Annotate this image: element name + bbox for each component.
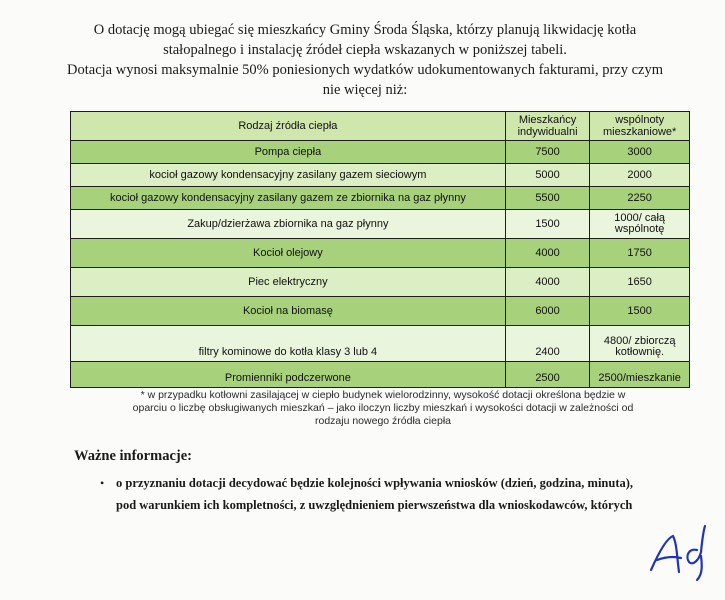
- important-info-heading: Ważne informacje:: [74, 448, 192, 464]
- row-source: kocioł gazowy kondensacyjny zasilany gazem sieciowym: [71, 164, 506, 187]
- row-source: kocioł gazowy kondensacyjny zasilany gazem ze zbiornika na gaz płynny: [71, 187, 506, 210]
- header-individual-line-2: indywidualni: [517, 126, 578, 138]
- row-individual-amount: 6000: [505, 297, 590, 326]
- row-source: Kocioł olejowy: [71, 239, 506, 268]
- header-source: [71, 112, 506, 141]
- row-individual-amount: 7500: [505, 141, 590, 164]
- header-community: [590, 112, 690, 141]
- header-individual-line-1: Mieszkańcy: [518, 114, 577, 126]
- header-individual: [505, 112, 590, 141]
- row-individual-amount: 2400: [505, 326, 590, 362]
- intro-line-3: Dotacja wynosi maksymalnie 50% poniesionych wydatków udokumentowanych fakturami, przy czym: [67, 62, 663, 78]
- table-header-row: [71, 112, 690, 141]
- row-community-amount: 1750: [590, 239, 690, 268]
- row-community-amount: 2250: [590, 187, 690, 210]
- row-community-line-1: 1000/ całą: [614, 212, 666, 224]
- row-source: Piec elektryczny: [71, 268, 506, 297]
- table-row: [71, 210, 690, 239]
- footnote-line-1: * w przypadku kotłowni zasilającej w ciepło budynek wielorodzinny, wysokość dotacji określona będzie w: [140, 389, 626, 401]
- table-footnote: [88, 389, 678, 428]
- handwritten-signature-icon: [647, 522, 717, 584]
- table-row: [71, 141, 690, 164]
- subsidy-table: [70, 111, 690, 388]
- row-individual-amount: 1500: [505, 210, 590, 239]
- footnote-line-3: rodzaju nowego źródła ciepła: [314, 415, 451, 427]
- bullet-line-2: pod warunkiem ich kompletności, z uwzględnieniem pierwszeństwa dla wnioskodawców, których: [116, 498, 633, 512]
- header-source-label: Rodzaj źródła ciepła: [238, 120, 338, 132]
- table-row: [71, 297, 690, 326]
- row-community-amount: 2000: [590, 164, 690, 187]
- row-source: Pompa ciepła: [71, 141, 506, 164]
- table-row: [71, 326, 690, 362]
- table-row: [71, 362, 690, 388]
- table-row: [71, 239, 690, 268]
- row-source: Promienniki podczerwone: [71, 362, 506, 388]
- row-individual-amount: 5000: [505, 164, 590, 187]
- row-individual-amount: 2500: [505, 362, 590, 388]
- bullet-line-1: o przyznaniu dotacji decydować będzie kolejności wpływania wniosków (dzień, godzina, minuta),: [116, 476, 634, 490]
- intro-line-1: O dotację mogą ubiegać się mieszkańcy Gminy Środa Śląska, którzy planują likwidację kotła: [93, 22, 637, 38]
- table-row: [71, 187, 690, 210]
- row-community-line-2: kotłownię.: [615, 346, 665, 358]
- row-community-amount: 2500/mieszkanie: [590, 362, 690, 388]
- bullet-dot-icon: •: [100, 476, 105, 490]
- row-individual-amount: 5500: [505, 187, 590, 210]
- row-individual-amount: 4000: [505, 268, 590, 297]
- row-individual-amount: 4000: [505, 239, 590, 268]
- important-info-bullet: [96, 472, 696, 516]
- row-community-amount: 1650: [590, 268, 690, 297]
- intro-paragraph: [40, 20, 690, 100]
- footnote-line-2: oparciu o liczbę obsługiwanych mieszkań – jako iloczyn liczby mieszkań i wysokości dotacji w zależności od: [132, 402, 634, 414]
- intro-line-4: nie więcej niż:: [322, 82, 408, 98]
- row-source: Kocioł na biomasę: [71, 297, 506, 326]
- bullet-text: [116, 472, 696, 516]
- row-community-amount: [590, 210, 690, 239]
- row-source: Zakup/dzierżawa zbiornika na gaz płynny: [71, 210, 506, 239]
- header-community-line-2: mieszkaniowe*: [602, 126, 677, 138]
- row-community-amount: 3000: [590, 141, 690, 164]
- header-community-line-1: wspólnoty: [615, 114, 665, 126]
- row-community-line-1: 4800/ zbiorczą: [603, 335, 676, 347]
- table-row: [71, 268, 690, 297]
- row-community-amount: 1500: [590, 297, 690, 326]
- row-community-amount: [590, 326, 690, 362]
- row-community-line-2: wspólnotę: [614, 223, 665, 235]
- row-source: filtry kominowe do kotła klasy 3 lub 4: [71, 326, 506, 362]
- table-row: [71, 164, 690, 187]
- intro-line-2: stałopalnego i instalację źródeł ciepła wskazanych w poniższej tabeli.: [163, 42, 567, 58]
